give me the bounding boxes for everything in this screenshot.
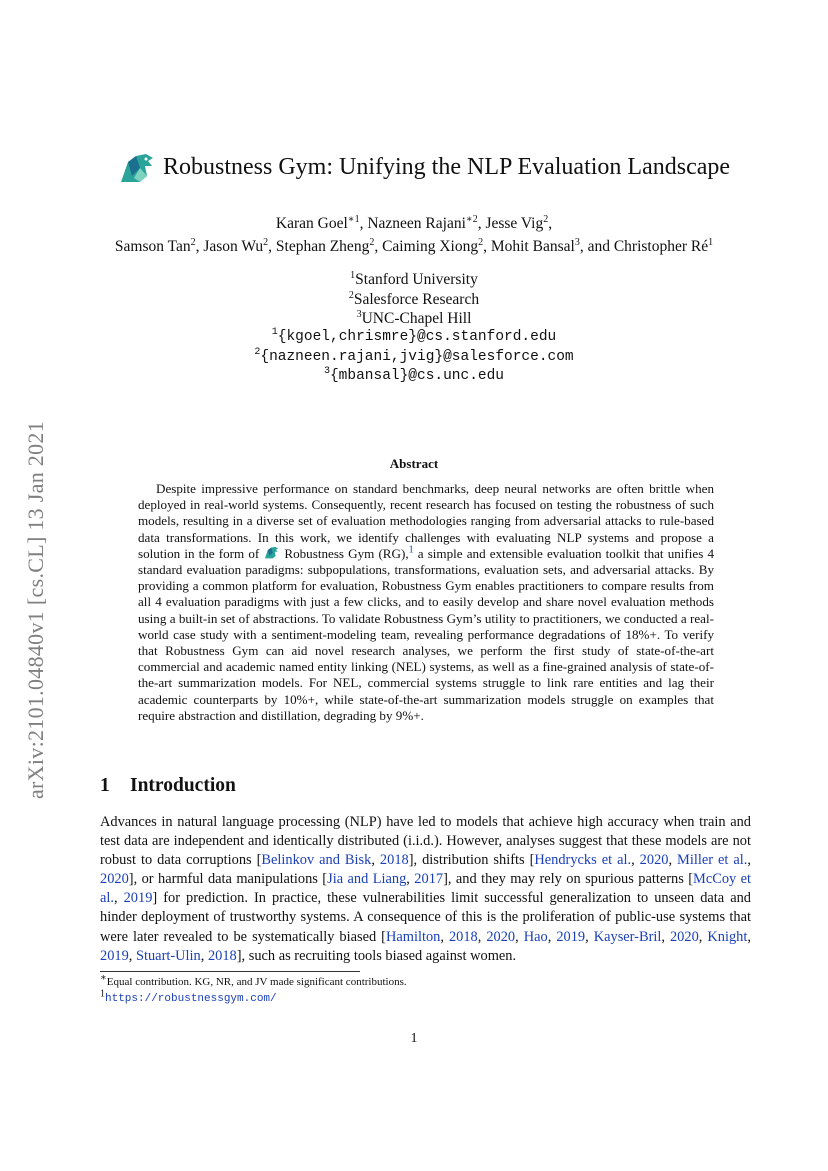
robustness-gym-inline-icon [263,546,280,560]
author-name: Stephan Zheng [275,238,370,255]
author-name: Mohit Bansal [490,238,575,255]
author-separator: , [483,238,491,255]
affiliation-mark: 1 [350,269,356,281]
intro-text: , [585,928,594,945]
author-separator: , [195,238,204,255]
intro-text: , [698,928,708,945]
author-separator: , [374,238,383,255]
citation-link[interactable]: 2019 [123,890,153,907]
citation-link[interactable]: Hamilton [385,928,441,945]
citation-link[interactable]: Kayser-Bril [593,928,662,945]
affiliation-mark: 2 [348,289,354,301]
citation-link[interactable]: 2018 [379,852,409,869]
citation-link[interactable]: 2019 [100,947,129,964]
arxiv-stamp: arXiv:2101.04840v1 [cs.CL] 13 Jan 2021 [23,420,48,800]
intro-text: , [661,928,670,945]
intro-text: , [747,852,751,869]
footnote-text: Equal contribution. KG, NR, and JV made significant contributions. [106,976,407,988]
intro-text: ], and they may rely on spurious patterns [ [443,871,694,888]
author-separator: , and [579,238,614,255]
citation-link[interactable]: 2019 [556,928,586,945]
affiliation-mark: 3 [356,308,362,320]
author-affil-mark: 2 [190,236,196,248]
abstract-text-1: Despite impressive performance on standard benchmarks, deep neural networks are often brittle when deployed in real-world systems. Consequently, recent research has focused on testing the robustness of such models, resulting in a diverse set of evaluation methodologies ranging from adversarial attacks to rule-based data transformations. In this work, we identify challenges with evaluating NLP systems and propose a solution in the form of [138,481,714,561]
email-mark: 3 [323,366,330,378]
section-title: Introduction [130,775,236,796]
author-affil-mark: 1 [708,236,714,248]
author-affil-mark: ∗2 [465,213,478,225]
email-address[interactable]: {kgoel,chrismre}@cs.stanford.edu [277,329,557,345]
affiliation [0,290,828,310]
citation-link[interactable]: Hendrycks et al. [534,852,632,869]
footnote-divider [100,971,360,972]
author-separator: , [477,215,486,232]
intro-text: , [406,871,415,888]
email-address[interactable]: {mbansal}@cs.unc.edu [329,368,505,384]
abstract-text-2: Robustness Gym (RG), [284,545,409,561]
author-separator: , [268,238,276,255]
author-name: Caiming Xiong [382,238,479,255]
author-name: Karan Goel [275,215,348,232]
author-separator: , [359,215,368,232]
citation-link[interactable]: McCoy et al. [100,871,752,907]
intro-text: , [371,852,380,869]
author-name: Christopher Ré [613,238,709,255]
abstract-body [138,481,714,724]
footnote-link[interactable]: https://robustnessgym.com/ [105,993,277,1005]
intro-text: ], such as recruiting tools biased against women. [236,947,517,964]
intro-text: , [440,928,449,945]
intro-text: , [113,890,124,907]
author-separator: , [548,215,553,232]
citation-link[interactable]: 2017 [414,871,444,888]
affiliation-name: Salesforce Research [353,290,480,308]
intro-text: ] for prediction. In practice, these vulnerabilities limit successful generalization to unseen data and hinder deployment of trustworthy systems. A consequence of this is the proliferation of public-use systems that were later revealed to be systematically biased [ [100,890,751,945]
footnote-equal-contribution [100,972,407,988]
intro-text: ], or harmful data manipulations [ [128,871,328,888]
author-name: Jesse Vig [485,215,544,232]
paper-title: Robustness Gym: Unifying the NLP Evaluation Landscape [163,154,731,180]
affiliation-name: UNC-Chapel Hill [361,310,472,327]
citation-link[interactable]: Belinkov and Bisk [261,852,372,869]
intro-text: , [200,947,208,964]
intro-text: , [631,852,640,869]
citation-link[interactable]: 2020 [669,928,699,945]
citation-link[interactable]: Knight [707,928,748,945]
intro-text: , [477,928,487,945]
author-affil-mark: ∗1 [347,213,360,225]
intro-text: ], distribution shifts [ [408,852,535,869]
abstract-text-3: a simple and extensible evaluation toolkit that unifies 4 standard evaluation paradigms: subpopulations, transformations, evaluation sets, and adversarial attacks. By providing a common platform for evaluation, Robustness Gym enables practitioners to compare results from all 4 evaluation paradigms with just a few clicks, and to easily develop and share novel evaluation methods using a built-in set of abstractions. To validate Robustness Gym’s utility to practitioners, we conducted a real-world case study with a sentiment-modeling team, revealing performance degradations of 18%+. To verify that Robustness Gym can aid novel research analyses, we perform the first study of state-of-the-art commercial and academic named entity linking (NEL) systems, as well as a fine-grained analysis of state-of-the-art summarization models. For NEL, commercial systems struggle to link rare entities and lag their academic counterparts by 10%+, while state-of-the-art summarization models struggle on examples that require abstraction and distillation, degrading by 9%+. [138,545,714,723]
email-mark: 1 [271,327,278,339]
author-affil-mark: 3 [574,236,580,248]
intro-text: , [515,928,524,945]
email-row [0,348,828,368]
citation-link[interactable]: Miller et al. [677,852,748,869]
author-line-2 [0,235,828,259]
citation-link[interactable]: 2020 [486,928,516,945]
footnote-mark: 1 [100,988,105,1000]
citation-link[interactable]: 2018 [207,947,237,964]
affiliation [0,270,828,290]
intro-paragraph [100,813,751,966]
email-row [0,367,828,387]
email-list [0,328,828,387]
intro-text: , [668,852,678,869]
intro-text: , [547,928,557,945]
intro-text: , [128,947,136,964]
footnote-ref-1[interactable]: 1 [408,544,414,556]
email-address[interactable]: {nazneen.rajani,jvig}@salesforce.com [260,348,574,365]
section-heading [100,775,236,797]
footnote-mark: ∗ [100,972,107,984]
abstract-heading: Abstract [389,456,439,471]
citation-link[interactable]: 2020 [100,871,129,888]
author-affil-mark: 2 [543,213,549,225]
author-name: Jason Wu [203,238,264,255]
citation-link[interactable]: Jia and Liang [327,871,407,888]
author-affil-mark: 2 [478,236,484,248]
affiliation [0,309,828,329]
robustness-gym-logo-icon [118,152,156,186]
intro-text: Advances in natural language processing (NLP) have led to models that achieve high accuracy when train and test data are independent and identically distributed (i.i.d.). However, analyses suggest that these models are not robust to data corruptions [ [100,814,751,869]
author-affil-mark: 2 [263,236,269,248]
page-number: 1 [410,1031,418,1046]
citation-link[interactable]: Stuart-Ulin [135,947,201,964]
citation-link[interactable]: Hao [523,928,548,945]
intro-text: , [747,928,751,945]
footnote-url [100,988,277,1005]
affiliation-name: Stanford University [355,271,478,288]
author-name: Nazneen Rajani [367,215,466,232]
email-mark: 2 [254,346,261,358]
author-affil-mark: 2 [369,236,375,248]
author-name: Samson Tan [114,238,191,255]
affiliation-list [0,270,828,329]
author-line-1 [0,212,828,236]
section-number: 1 [100,775,110,796]
citation-link[interactable]: 2018 [448,928,478,945]
citation-link[interactable]: 2020 [639,852,669,869]
email-row [0,328,828,348]
